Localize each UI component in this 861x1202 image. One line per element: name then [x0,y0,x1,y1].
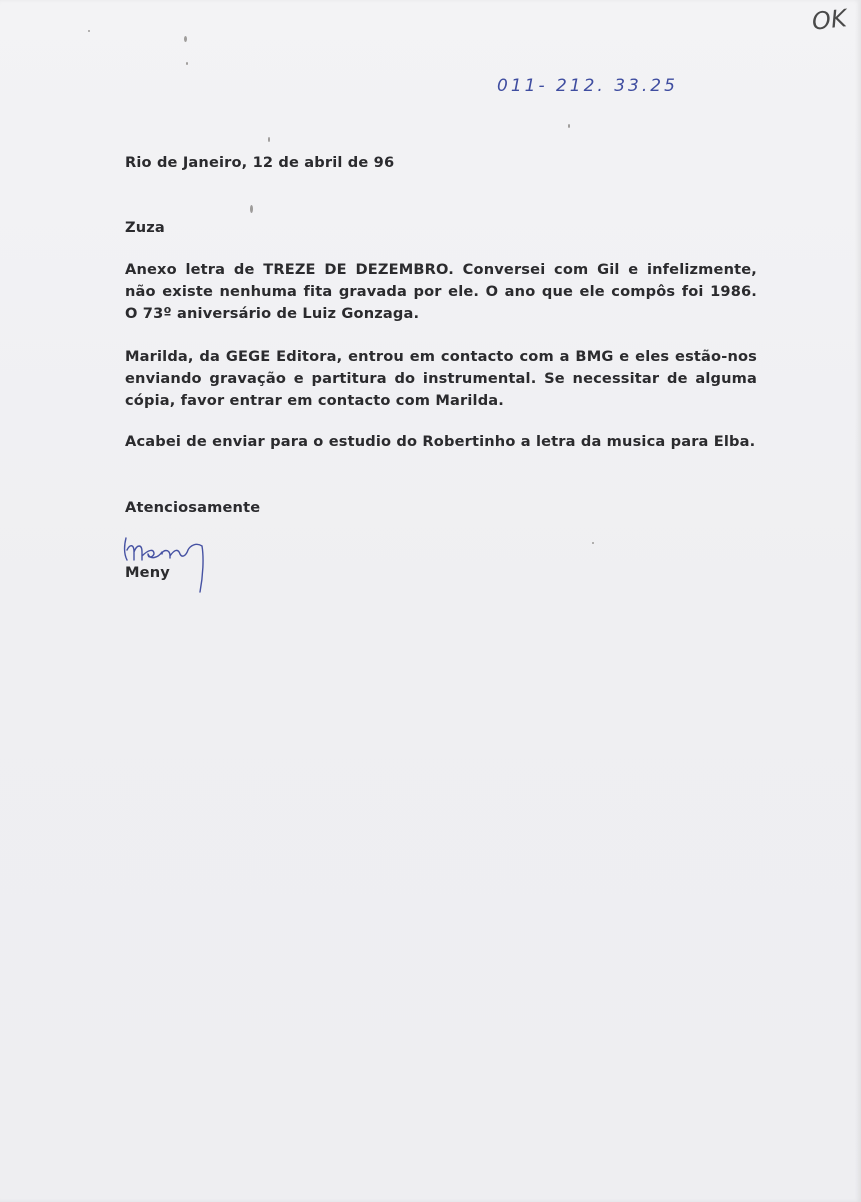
paper-speck [592,542,594,544]
letter-paragraph: Marilda, da GEGE Editora, entrou em contacto com a BMG e eles estão-nos enviando gravação e partitura do instrumental. Se necessitar de alguma cópia, favor entrar em contacto com Marilda. [125,348,757,409]
paper-speck [250,205,253,213]
letter-date: Rio de Janeiro, 12 de abril de 96 [125,154,395,171]
handwritten-phone-number: 011- 212. 33.25 [497,76,678,96]
letter-paragraph: Anexo letra de TREZE DE DEZEMBRO. Conversei com Gil e infelizmente, não existe nenhuma fita gravada por ele. O ano que ele compôs foi 1986. O 73º aniversário de Luiz Gonzaga. [125,261,757,322]
paper-speck [184,36,187,42]
signer-name: Meny [125,564,170,581]
paper-speck [88,30,90,32]
paper-speck [568,124,570,128]
letter-greeting: Zuza [125,219,165,236]
letter-closing: Atenciosamente [125,499,261,516]
ok-handwritten-mark: OK [810,4,849,36]
letter-paragraph: Acabei de enviar para o estudio do Robertinho a letra da musica para Elba. [125,433,756,450]
paper-speck [186,62,188,65]
paper-speck [268,137,270,142]
